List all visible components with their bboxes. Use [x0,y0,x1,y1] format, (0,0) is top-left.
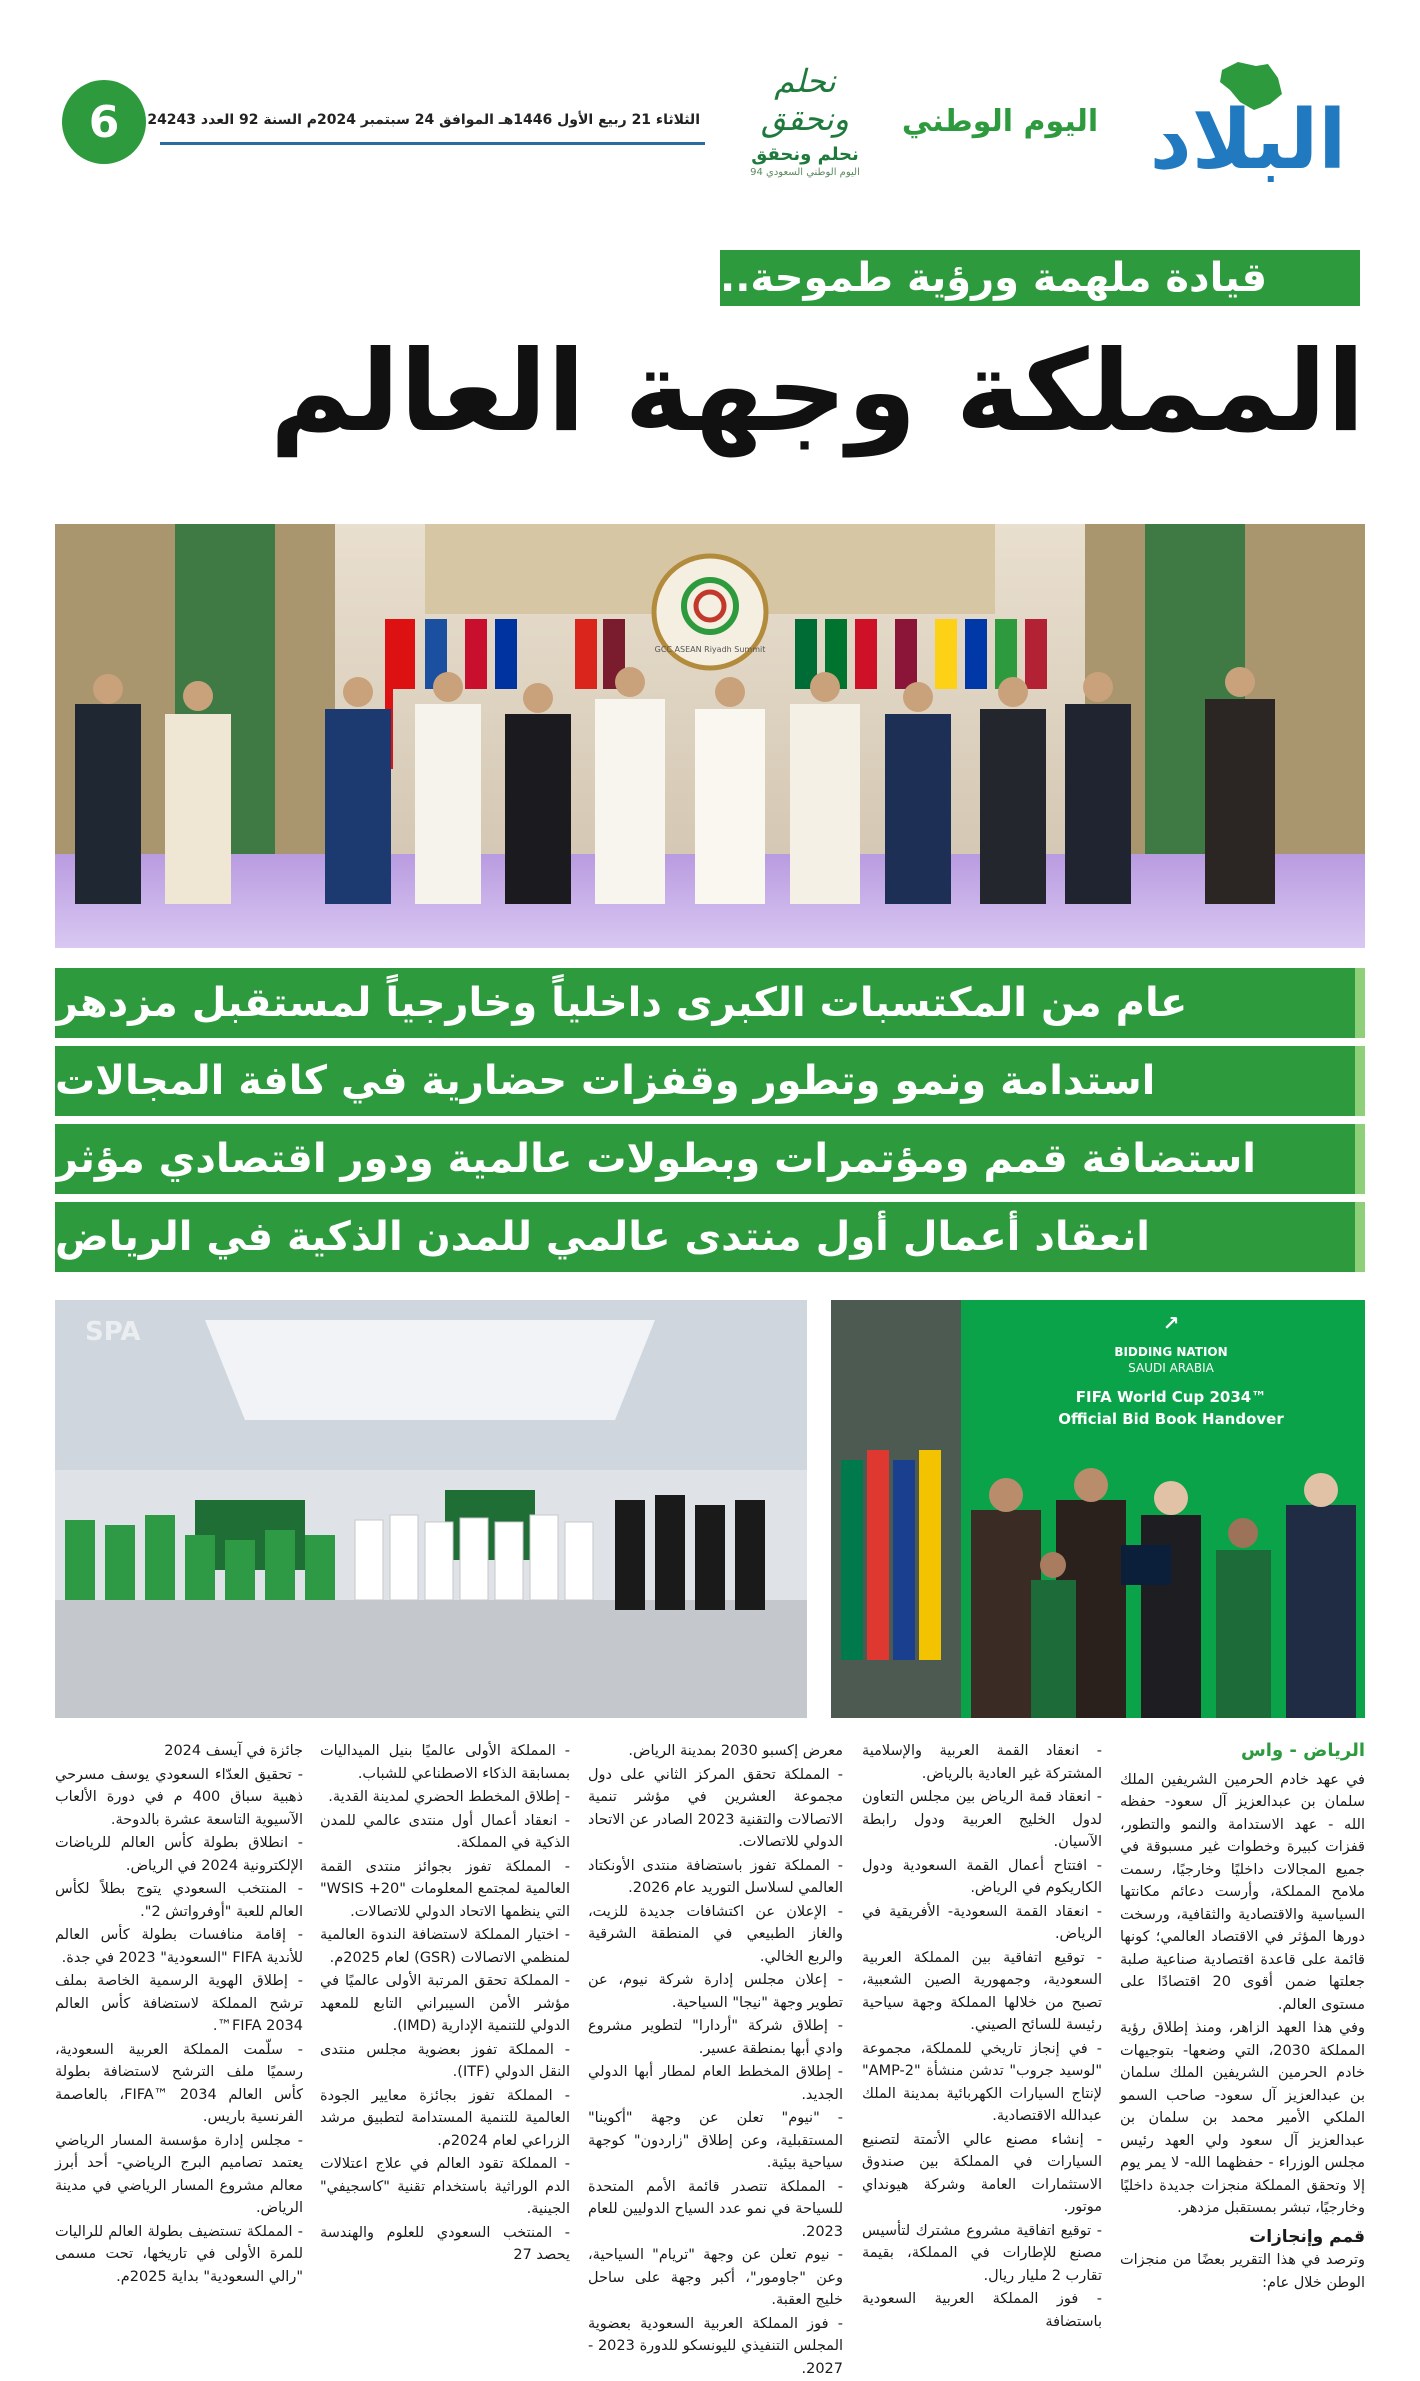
list-item: - المملكة تفوز باستضافة منتدى الأونكتاد العالمي لسلاسل التوريد عام 2026. [588,1857,843,1896]
strip-headline-4: انعقاد أعمال أول منتدى عالمي للمدن الذكية في الرياض [55,1202,1365,1272]
list-item: - المملكة تقود العالم في علاج اعتلالات الدم الوراثية باستخدام تقنية "كاسجيفي" الجينية. [320,2156,570,2217]
dateline: الثلاثاء 21 ربيع الأول 1446هـ الموافق 24 سبتمبر 2024م السنة 92 العدد 24243 [147,112,700,128]
list-item: - إطلاق الهوية الرسمية الخاصة بملف ترشح المملكة لاستضافة كأس العالم FIFA 2034™. [55,1973,303,2034]
article-column-2 [862,1740,1102,2334]
article-column-3 [588,1740,843,2381]
list-item: - المملكة تتصدر قائمة الأمم المتحدة للسياحة في نمو عدد السياح الدوليين للعام 2023. [588,2178,843,2240]
masthead-rule [160,142,705,145]
list-item: - افتتاح أعمال القمة السعودية ودول الكاريكوم في الرياض. [862,1857,1102,1896]
strip-headline-3: استضافة قمم ومؤتمرات وبطولات عالمية ودور اقتصادي مؤثر [55,1124,1365,1194]
article-paragraph: وترصد في هذا التقرير بعضًا من منجزات الوطن خلال عام: [1120,2252,1365,2291]
article-column-5 [55,1740,303,2289]
summit-group-photo [55,524,1365,948]
list-item: - "نيوم" تعلن عن وجهة "أكوينا" المستقبلية، وعن إطلاق "زاردون" كوجهة سياحية بيئية. [588,2110,843,2171]
article-column-4 [320,1740,570,2268]
section-title: اليوم الوطني [901,104,1099,139]
article-subheading: قمم وإنجازات [1249,2226,1365,2247]
fifa-brand-line-1: BIDDING NATION [1114,1345,1228,1359]
brand-name: البلاد [1149,93,1347,188]
list-item: جائزة في آيسف 2024 [164,1743,303,1759]
fifa-brand-line-2: SAUDI ARABIA [1128,1361,1214,1375]
svg-text:↗: ↗ [1162,1311,1180,1335]
team-photo-watermark: SPA [85,1317,141,1347]
article-paragraph: وفي هذا العهد الزاهر، ومنذ إطلاق رؤية المملكة 2030، التي وضعها- بتوجيهات خادم الحرمين الشريفين الملك سلمان بن عبدالعزيز آل سعود- صاحب السمو الملكي الأمير محمد بن سلمان بن عبدالعزيز آل سعود ولي العهد رئيس مجلس الوزراء - حفظهما الله- لا يمر يوم إلا وتحقق المملكة منجزات جديدة داخليًا وخارجيًا، تبشر بمستقبل مزدهر. [1120,2020,1365,2216]
list-item: - انعقاد قمة الرياض بين مجلس التعاون لدول الخليج العربية ودول رابطة الآسيان. [862,1789,1102,1850]
list-item: - نيوم تعلن عن وجهة "تريام" السياحية، وعن "جاومور"، أكبر وجهة على ساحل خليج العقبة. [588,2247,843,2308]
list-item: - المملكة تفوز بعضوية مجلس منتدى النقل الدولي (ITF). [320,2041,570,2080]
national-day-logo [730,56,880,178]
list-item: - فوز المملكة العربية السعودية بعضوية المجلس التنفيذي لليونسكو للدورة 2023 - 2027. [588,2315,844,2377]
strip-headline-1: عام من المكتسبات الكبرى داخلياً وخارجياً لمستقبل مزدهر [55,968,1365,1038]
list-item: - سلّمت المملكة العربية السعودية، رسميًا ملف الترشح لاستضافة بطولة كأس العالم FIFA™ 2034، بالعاصمة الفرنسية باريس. [55,2041,304,2125]
list-item: - فوز المملكة العربية السعودية باستضافة [862,2291,1102,2330]
list-item: - توقيع اتفاقية بين المملكة العربية السعودية، وجمهورية الصين الشعبية، تصبح من خلالها المملكة وجهة سياحية رئيسة للسائح الصيني. [862,1949,1102,2033]
list-item: - انعقاد القمة العربية والإسلامية المشتركة غير العادية بالرياض. [862,1743,1102,1782]
list-item: - في إنجاز تاريخي للمملكة، مجموعة "لوسيد جروب" تدشن منشأة "AMP-2" لإنتاج السيارات الكهربائية بمدينة الملك عبدالله الاقتصادية. [862,2040,1102,2124]
list-item: - المنتخب السعودي يتوج بطلاً لكأس العالم للعبة "أوفرواتش 2". [55,1881,303,1920]
list-item: - إقامة منافسات بطولة كأس العالم للأندية FIFA "السعودية" 2023 في جدة. [55,1927,303,1966]
fifa-title-line-1: FIFA World Cup 2034™ [1075,1388,1267,1406]
list-item: - المملكة تفوز بجوائز منتدى القمة العالمية لمجتمع المعلومات "WSIS +20" التي ينظمها الاتحاد الدولي للاتصالات. [320,1858,570,1920]
fifa-title-line-2: Official Bid Book Handover [1058,1410,1284,1428]
list-item: - انعقاد القمة السعودية- الأفريقية في الرياض. [862,1903,1102,1942]
list-item: - اختيار المملكة لاستضافة الندوة العالمية لمنظمي الاتصالات (GSR) لعام 2025م. [320,1927,570,1966]
list-item: - المملكة تحقق المرتبة الأولى عالميًا في مؤشر الأمن السيبراني التابع للمعهد الدولي للتنمية الإدارية (IMD). [320,1973,570,2034]
team-group-photo [55,1300,807,1718]
list-item: - المملكة تستضيف بطولة العالم للراليات للمرة الأولى في تاريخها، تحت مسمى "رالي السعودية" بداية 2025م. [55,2223,303,2285]
list-item: - إطلاق المخطط العام لمطار أبها الدولي الجديد. [588,2064,843,2103]
list-item: - المملكة تحقق المركز الثاني على دول مجموعة العشرين في مؤشر تنمية الاتصالات والتقنية 2023 الصادر عن الاتحاد الدولي للاتصالات. [588,1766,843,1850]
list-item: - إنشاء مصنع عالي الأتمتة لتصنيع السيارات في المملكة بين صندوق الاستثمارات العامة وشركة هيونداي موتور. [862,2131,1102,2215]
brand-logo [1128,58,1368,188]
national-day-slogan: نحلم ونحقق [751,144,859,165]
list-item: - المنتخب السعودي للعلوم والهندسة يحصد 27 [320,2224,570,2263]
list-item: - إطلاق المخطط الحضري لمدينة القدية. [328,1789,570,1805]
list-item: - مجلس إدارة مؤسسة المسار الرياضي يعتمد تصاميم البرج الرياضي- أحد أبرز معالم مشروع المسار الرياضي في مدينة الرياض. [55,2132,303,2216]
article-column-1 [1120,1740,1365,2295]
list-item: - انعقاد أعمال أول منتدى عالمي للمدن الذكية في المملكة. [320,1812,570,1851]
fifa-bid-photo [831,1300,1365,1718]
list-item: - الإعلان عن اكتشافات جديدة للزيت، والغاز الطبيعي في المنطقة الشرقية والربع الخالي. [588,1903,843,1965]
main-headline: المملكة وجهة العالم [269,327,1365,457]
list-item: - إعلان مجلس إدارة شركة نيوم، عن تطوير وجهة "نيجا" السياحية. [588,1972,843,2011]
page-number: 6 [62,80,146,164]
list-item: - المملكة تفوز بجائزة معايير الجودة العالمية للتنمية المستدامة لتطبيق مرشد الزراعي لعام 2024م. [320,2087,570,2149]
headline-kicker: قيادة ملهمة ورؤية طموحة.. [720,250,1360,306]
list-item: - تحقيق العدّاء السعودي يوسف مسرحي ذهبية سباق 400 م في دورة الألعاب الآسيوية التاسعة عشرة بالدوحة. [55,1766,303,1828]
list-item: - إطلاق شركة "أردارا" لتطوير مشروع وادي أبها بمنطقة عسير. [588,2018,843,2057]
list-item: - توقيع اتفاقية مشروع مشترك لتأسيس مصنع للإطارات في المملكة، بقيمة تقارب 2 مليار ريال. [862,2222,1102,2284]
national-day-logo-script: نحلم ونحقق [761,62,849,138]
list-item: - انطلاق بطولة كأس العالم للرياضات الإلكترونية 2024 في الرياض. [55,1835,303,1874]
summit-backdrop-text: GCC ASEAN Riyadh Summit [654,645,766,654]
article-byline: الرياض - واس [1240,1740,1365,1761]
list-item: - المملكة الأولى عالميًا بنيل الميداليات بمسابقة الذكاء الاصطناعي للشباب. [320,1743,570,1782]
strip-headline-2: استدامة ونمو وتطور وقفزات حضارية في كافة المجالات [55,1046,1365,1116]
national-day-caption: اليوم الوطني السعودي 94 [750,167,860,178]
list-item: معرض إكسبو 2030 بمدينة الرياض. [628,1743,843,1759]
article-paragraph: في عهد خادم الحرمين الشريفين الملك سلمان بن عبدالعزيز آل سعود- حفظه الله - عهد الاستدامة والنمو والتطور، قفزات كبيرة وخطوات غير مسبوقة في جميع المجالات داخليًا وخارجيًا، رسمت ملامح المملكة، وأرست دعائم مكانتها السياسية والاقتصادية والثقافية، ورسخت دورها المؤثر في الاقتصاد العالمي؛ كونها قائمة على قاعدة اقتصادية صناعية صلبة جعلتها ضمن أقوى 20 اقتصادًا على مستوى العالم. [1120,1771,1365,2013]
